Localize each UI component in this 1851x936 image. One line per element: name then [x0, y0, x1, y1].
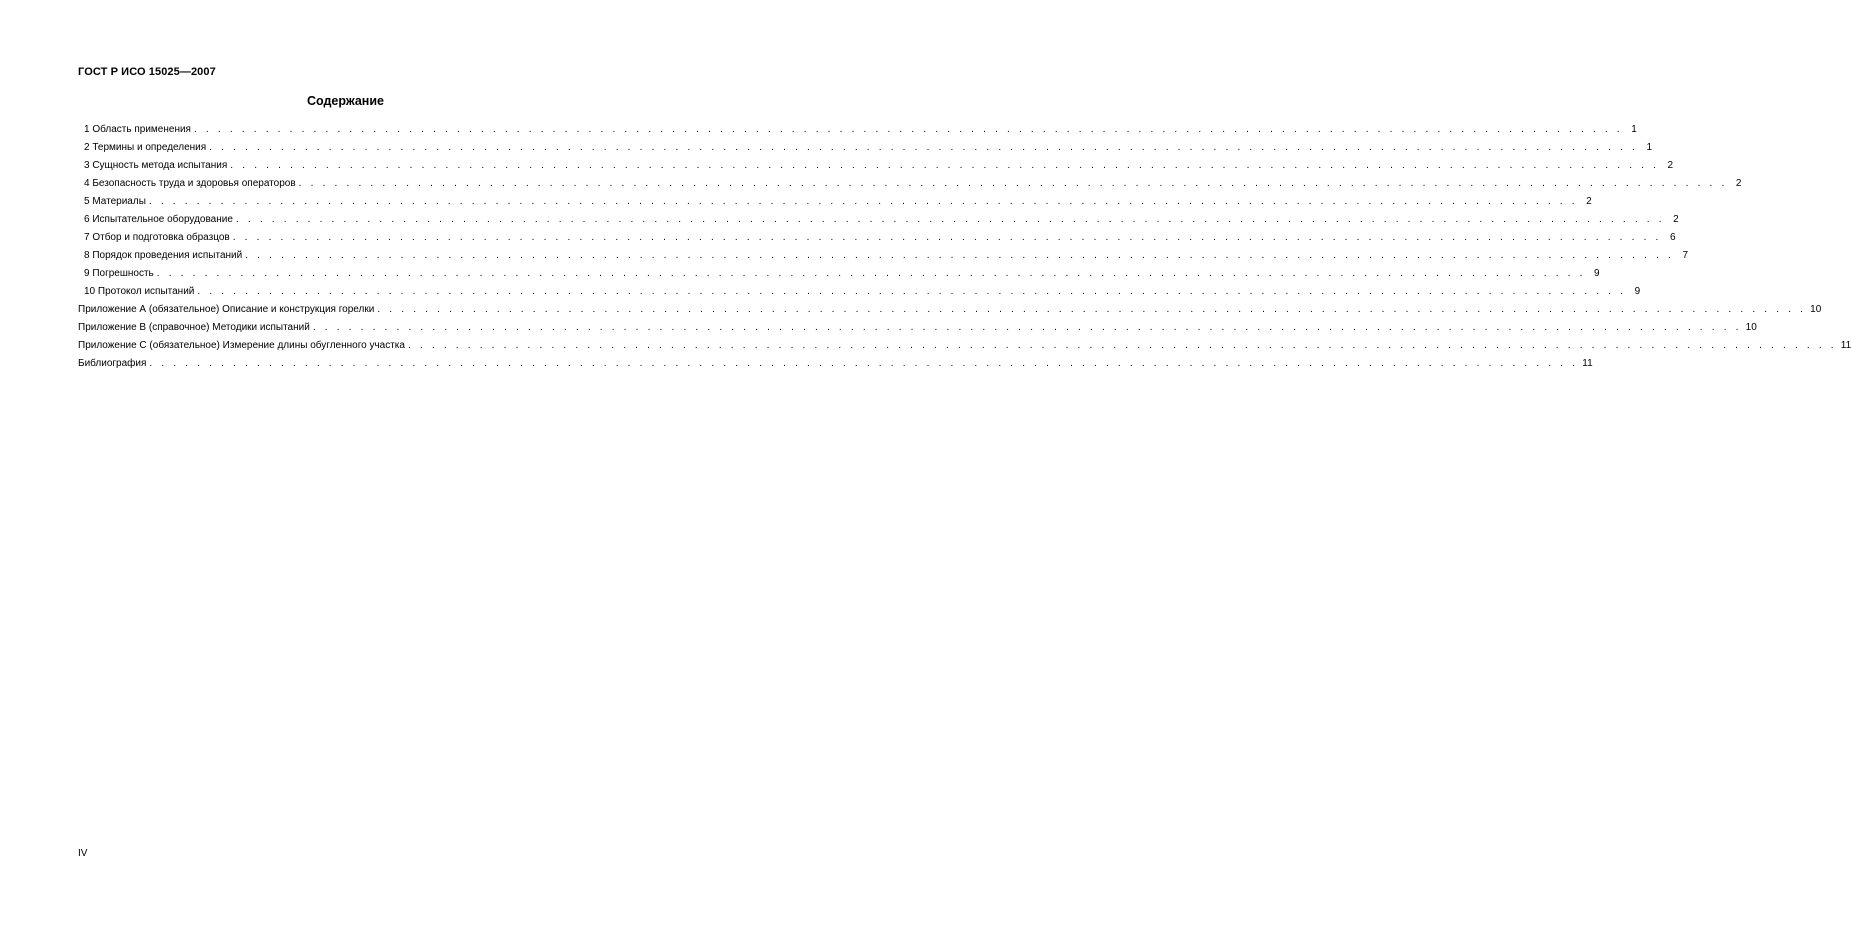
toc-dot-leader: . . . . . . . . . . . . . . . . . . . . . . . . . . . . . . . . . . . . . . . . . . . . . . . . . . . . . . . . . . . . . . . . . . . . . . . . . . . . . . . . . . . . . . . . . . . . . . . . . . . . . . . . . . . . . . . . . . . . . . . .: [298, 178, 1728, 189]
toc-entry-page: 2: [1673, 214, 1679, 225]
table-of-contents: [78, 121, 1851, 373]
toc-dot-leader: . . . . . . . . . . . . . . . . . . . . . . . . . . . . . . . . . . . . . . . . . . . . . . . . . . . . . . . . . . . . . . . . . . . . . . . . . . . . . . . . . . . . . . . . . . . . . . . . . . . . . . . . . . . . . . . . . . . . . . . .: [197, 286, 1627, 297]
toc-dot-leader: . . . . . . . . . . . . . . . . . . . . . . . . . . . . . . . . . . . . . . . . . . . . . . . . . . . . . . . . . . . . . . . . . . . . . . . . . . . . . . . . . . . . . . . . . . . . . . . . . . . . . . . . . . . . . . . . . . . . . . . .: [230, 160, 1660, 171]
toc-entry-label: 5 Материалы: [84, 196, 146, 207]
toc-entry-label: 6 Испытательное оборудование: [84, 214, 233, 225]
toc-entry-page: 2: [1586, 196, 1592, 207]
toc-entry-label: 8 Порядок проведения испытаний: [84, 250, 243, 261]
toc-dot-leader: . . . . . . . . . . . . . . . . . . . . . . . . . . . . . . . . . . . . . . . . . . . . . . . . . . . . . . . . . . . . . . . . . . . . . . . . . . . . . . . . . . . . . . . . . . . . . . . . . . . . . . . . . . . . . . . . . . . . . . . .: [312, 322, 1742, 333]
document-header: ГОСТ Р ИСО 15025—2007: [78, 66, 216, 78]
toc-title: Содержание: [306, 94, 384, 108]
toc-dot-leader: . . . . . . . . . . . . . . . . . . . . . . . . . . . . . . . . . . . . . . . . . . . . . . . . . . . . . . . . . . . . . . . . . . . . . . . . . . . . . . . . . . . . . . . . . . . . . . . . . . . . . . . . . . . . . . . . . . . . . . . .: [245, 250, 1675, 261]
toc-dot-leader: . . . . . . . . . . . . . . . . . . . . . . . . . . . . . . . . . . . . . . . . . . . . . . . . . . . . . . . . . . . . . . . . . . . . . . . . . . . . . . . . . . . . . . . . . . . . . . . . . . . . . . . . . . . . . . . . . . . . . . . .: [193, 124, 1623, 135]
toc-dot-leader: . . . . . . . . . . . . . . . . . . . . . . . . . . . . . . . . . . . . . . . . . . . . . . . . . . . . . . . . . . . . . . . . . . . . . . . . . . . . . . . . . . . . . . . . . . . . . . . . . . . . . . . . . . . . . . . . . . . . . . . .: [149, 358, 1579, 369]
toc-dot-leader: . . . . . . . . . . . . . . . . . . . . . . . . . . . . . . . . . . . . . . . . . . . . . . . . . . . . . . . . . . . . . . . . . . . . . . . . . . . . . . . . . . . . . . . . . . . . . . . . . . . . . . . . . . . . . . . . . . . . . . . .: [148, 196, 1578, 207]
toc-entry[interactable]: [78, 229, 1676, 247]
toc-entry-page: 2: [1735, 178, 1742, 189]
toc-entry-label: Приложение С (обязательное) Измерение длины обугленного участка: [78, 340, 405, 351]
toc-entry-label: 7 Отбор и подготовка образцов: [84, 232, 230, 243]
toc-entry[interactable]: [78, 301, 1822, 319]
toc-entry[interactable]: [78, 283, 1641, 301]
toc-entry-label: Библиография: [78, 358, 147, 369]
toc-entry[interactable]: [78, 157, 1674, 175]
toc-entry-label: Приложение А (обязательное) Описание и конструкция горелки: [78, 304, 375, 315]
toc-entry-label: 1 Область применения: [84, 124, 191, 135]
toc-entry[interactable]: [78, 337, 1851, 355]
toc-entry[interactable]: [78, 211, 1679, 229]
toc-dot-leader: . . . . . . . . . . . . . . . . . . . . . . . . . . . . . . . . . . . . . . . . . . . . . . . . . . . . . . . . . . . . . . . . . . . . . . . . . . . . . . . . . . . . . . . . . . . . . . . . . . . . . . . . . . . . . . . . . . . . . . . .: [407, 340, 1837, 351]
toc-entry-label: Приложение В (справочное) Методики испытаний: [78, 322, 310, 333]
toc-entry-page: 1: [1646, 142, 1653, 153]
toc-dot-leader: . . . . . . . . . . . . . . . . . . . . . . . . . . . . . . . . . . . . . . . . . . . . . . . . . . . . . . . . . . . . . . . . . . . . . . . . . . . . . . . . . . . . . . . . . . . . . . . . . . . . . . . . . . . . . . . . . . . . . . . .: [156, 268, 1586, 279]
toc-entry[interactable]: [78, 265, 1600, 283]
toc-entry-page: 10: [1745, 322, 1757, 333]
toc-entry-page: 9: [1634, 286, 1641, 297]
toc-entry-page: 2: [1667, 160, 1674, 171]
toc-entry[interactable]: [78, 121, 1637, 139]
toc-dot-leader: . . . . . . . . . . . . . . . . . . . . . . . . . . . . . . . . . . . . . . . . . . . . . . . . . . . . . . . . . . . . . . . . . . . . . . . . . . . . . . . . . . . . . . . . . . . . . . . . . . . . . . . . . . . . . . . . . . . . . . . .: [232, 232, 1662, 243]
toc-entry[interactable]: [78, 139, 1653, 157]
toc-entry-label: 4 Безопасность труда и здоровья операторов: [84, 178, 296, 189]
toc-dot-leader: . . . . . . . . . . . . . . . . . . . . . . . . . . . . . . . . . . . . . . . . . . . . . . . . . . . . . . . . . . . . . . . . . . . . . . . . . . . . . . . . . . . . . . . . . . . . . . . . . . . . . . . . . . . . . . . . . . . . . . . .: [235, 214, 1665, 225]
toc-entry-page: 7: [1682, 250, 1689, 261]
toc-entry[interactable]: [78, 355, 1593, 373]
toc-entry-page: 10: [1810, 304, 1822, 315]
toc-dot-leader: . . . . . . . . . . . . . . . . . . . . . . . . . . . . . . . . . . . . . . . . . . . . . . . . . . . . . . . . . . . . . . . . . . . . . . . . . . . . . . . . . . . . . . . . . . . . . . . . . . . . . . . . . . . . . . . . . . . . . . . .: [209, 142, 1639, 153]
toc-entry[interactable]: [78, 193, 1592, 211]
toc-entry-page: 11: [1840, 340, 1851, 351]
toc-entry-page: 6: [1669, 232, 1676, 243]
toc-entry-page: 1: [1631, 124, 1637, 135]
toc-entry-page: 11: [1582, 358, 1593, 369]
toc-entry-label: 3 Сущность метода испытания: [84, 160, 228, 171]
page-number: IV: [78, 848, 88, 859]
toc-entry-label: 2 Термины и определения: [84, 142, 207, 153]
toc-entry[interactable]: [78, 175, 1742, 193]
toc-dot-leader: . . . . . . . . . . . . . . . . . . . . . . . . . . . . . . . . . . . . . . . . . . . . . . . . . . . . . . . . . . . . . . . . . . . . . . . . . . . . . . . . . . . . . . . . . . . . . . . . . . . . . . . . . . . . . . . . . . . . . . . .: [377, 304, 1807, 315]
toc-entry-label: 10 Протокол испытаний: [84, 286, 195, 297]
toc-entry-label: 9 Погрешность: [84, 268, 154, 279]
toc-entry[interactable]: [78, 319, 1757, 337]
toc-entry[interactable]: [78, 247, 1689, 265]
toc-entry-page: 9: [1594, 268, 1600, 279]
